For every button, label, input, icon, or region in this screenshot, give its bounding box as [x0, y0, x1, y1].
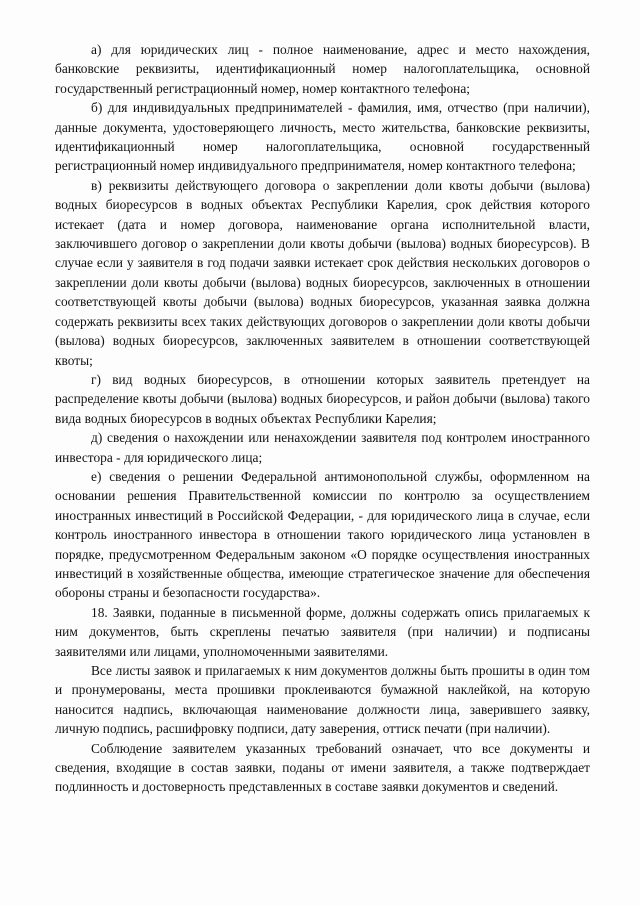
paragraph-v: в) реквизиты действующего договора о закреплении доли квоты добычи (вылова) водных биоресурсов в водных объектах Республики Карелия, срок действия которого истекает (дата и номер договора, наименование органа исполнительной власти, заключившего договор о закреплении доли квоты добычи (вылова) водных биоресурсов). В случае если у заявителя в год подачи заявки истекает срок действия нескольких договоров о закреплении доли квоты добычи (вылова) водных биоресурсов, заключенных в отношении соответствующей квоты добычи (вылова) водных биоресурсов, указанная заявка должна содержать реквизиты всех таких действующих договоров о закреплении доли квоты добычи (вылова) водных биоресурсов, заключенных заявителем в отношении соответствующей квоты;: [55, 177, 590, 368]
paragraph-g: г) вид водных биоресурсов, в отношении которых заявитель претендует на распределение квоты добычи (вылова) водных биоресурсов, и район добычи (вылова) такого вида водных биоресурсов в водных объектах Республики Карелия;: [55, 371, 590, 426]
paragraph-e: е) сведения о решении Федеральной антимонопольной службы, оформленном на основании решения Правительственной комиссии по контролю за осуществлением иностранных инвестиций в Российской Федерации, - для юридического лица в случае, если контроль иностранного инвестора в отношении такого юридического лица установлен в порядке, предусмотренном Федеральным законом «О порядке осуществления иностранных инвестиций в хозяйственные общества, имеющие стратегическое значение для обеспечения обороны страны и безопасности государства».: [55, 468, 590, 601]
paragraph-a: а) для юридических лиц - полное наименование, адрес и место нахождения, банковские реквизиты, идентификационный номер налогоплательщика, основной государственный регистрационный номер, номер контактного телефона;: [55, 42, 590, 96]
paragraph-b: б) для индивидуальных предпринимателей - фамилия, имя, отчество (при наличии), данные документа, удостоверяющего личность, место жительства, банковские реквизиты, идентификационный номер налогоплательщика, основной государственный регистрационный номер индивидуального предпринимателя, номер контактного телефона;: [55, 100, 590, 174]
paragraph-binding: Все листы заявок и прилагаемых к ним документов должны быть прошиты в один том и пронумерованы, места прошивки проклеиваются бумажной наклейкой, на которую наносится надпись, включающая наименование должности лица, заверившего заявку, личную подпись, расшифровку подписи, дату заверения, оттиск печати (при наличии).: [55, 663, 590, 737]
paragraph-d: д) сведения о нахождении или ненахождении заявителя под контролем иностранного инвестора - для юридического лица;: [55, 430, 590, 465]
document-body: [55, 40, 590, 797]
paragraph-18: 18. Заявки, поданные в письменной форме, должны содержать опись прилагаемых к ним документов, быть скреплены печатью заявителя (при наличии) и подписаны заявителями или лицами, уполномоченными заявителями.: [55, 604, 590, 659]
paragraph-compliance: Соблюдение заявителем указанных требований означает, что все документы и сведения, входящие в состав заявки, поданы от имени заявителя, а также подтверждает подлинность и достоверность представленных в составе заявки документов и сведений.: [55, 740, 590, 795]
